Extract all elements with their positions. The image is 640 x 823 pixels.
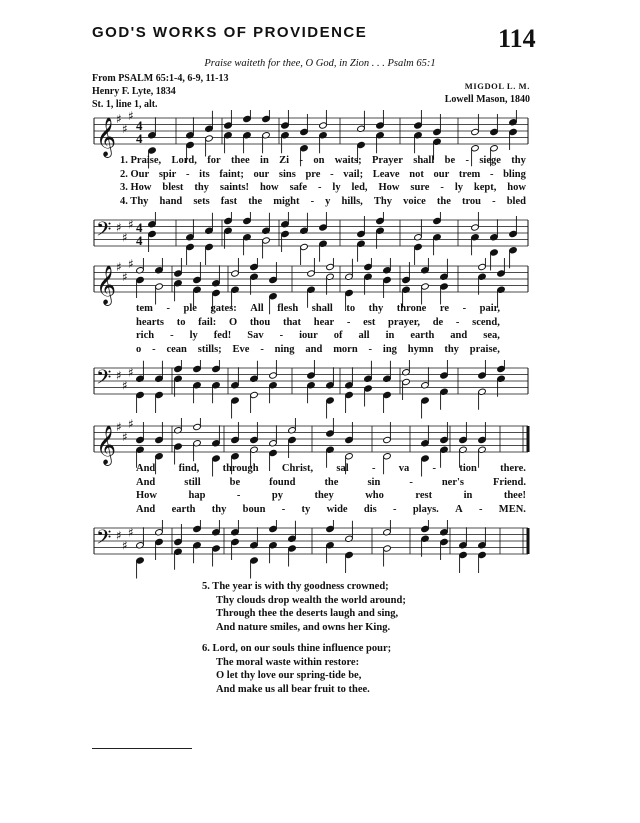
- lyric-syllable: rest: [415, 490, 433, 501]
- lyric-syllable: our: [253, 168, 270, 180]
- lyric-syllable: for: [207, 155, 221, 166]
- lyric-line: [136, 303, 500, 316]
- stanza-line: The moral waste within restore:: [216, 656, 360, 668]
- bass-staff-system-2: [0, 360, 640, 420]
- text-source: From PSALM 65:1-4, 6-9, 11-13: [92, 73, 229, 84]
- lyric-syllable: -: [236, 490, 241, 501]
- lyric-syllable: voice: [403, 195, 426, 207]
- lyric-line: [136, 490, 526, 503]
- lyric-syllable: kept,: [473, 182, 497, 193]
- svg-text:4: 4: [136, 233, 143, 248]
- lyric-syllable: -: [299, 155, 303, 166]
- lyric-line: [136, 344, 500, 357]
- lyric-syllable: pre: [305, 168, 321, 180]
- lyric-syllable: 2. Our: [120, 168, 150, 180]
- lyric-syllable: -: [465, 155, 469, 166]
- lyric-syllable: still: [184, 476, 201, 488]
- svg-text:♯: ♯: [128, 110, 134, 123]
- svg-text:♯: ♯: [116, 368, 122, 383]
- lyric-syllable: hymn: [407, 343, 434, 355]
- lyric-syllable: spir: [158, 168, 177, 180]
- scripture-epigraph: Praise waiteth for thee, O God, in Zion . . . Psalm 65:1: [204, 58, 436, 69]
- lyric-syllable: hap: [188, 490, 206, 501]
- lyric-syllable: thy: [211, 503, 227, 515]
- lyric-syllable: might: [273, 195, 300, 207]
- tune-composer: Lowell Mason, 1840: [444, 94, 530, 105]
- lyric-syllable: thou: [249, 316, 271, 328]
- section-title: GOD'S WORKS OF PROVIDENCE: [92, 24, 368, 41]
- svg-text:𝄢: 𝄢: [96, 217, 112, 246]
- svg-text:♯: ♯: [122, 269, 128, 284]
- lyric-syllable: sin: [367, 476, 381, 488]
- lyric-line: [120, 182, 526, 195]
- svg-text:♯: ♯: [128, 365, 134, 380]
- stanza-6: [202, 642, 391, 696]
- lyric-syllable: -: [186, 168, 190, 180]
- lyric-syllable: there.: [500, 463, 526, 474]
- lyric-syllable: gates:: [210, 303, 237, 314]
- lyric-syllable: praise,: [469, 343, 500, 355]
- lyric-syllable: faint;: [219, 168, 244, 180]
- svg-text:4: 4: [136, 131, 143, 146]
- lyric-syllable: de: [432, 316, 444, 328]
- lyric-syllable: bling: [503, 168, 526, 180]
- stanza-line: And make us all bear fruit to thee.: [216, 683, 370, 695]
- lyric-syllable: saints!: [219, 182, 250, 193]
- stanza-line: O let thy love our spring-tide be,: [216, 670, 362, 681]
- svg-text:♯: ♯: [128, 258, 134, 271]
- lyric-syllable: -: [440, 182, 444, 193]
- lyric-syllable: -: [492, 195, 496, 207]
- lyric-syllable: trem: [458, 168, 481, 180]
- lyric-syllable: on: [313, 155, 325, 166]
- svg-text:𝄞: 𝄞: [96, 117, 117, 157]
- lyric-syllable: led,: [351, 182, 368, 193]
- lyric-syllable: est: [363, 316, 376, 328]
- lyric-syllable: And: [136, 463, 156, 474]
- lyric-syllable: -: [260, 343, 264, 355]
- lyric-syllable: ing: [382, 343, 397, 355]
- lyric-line: [136, 477, 526, 490]
- stanza-line: Thy clouds drop wealth the world around;: [216, 594, 406, 606]
- svg-text:4: 4: [136, 220, 143, 235]
- lyric-syllable: the: [436, 195, 451, 207]
- svg-text:♯: ♯: [128, 525, 134, 540]
- svg-text:4: 4: [136, 118, 143, 133]
- lyric-syllable: -: [371, 463, 376, 474]
- text-author: Henry F. Lyte, 1834: [92, 86, 176, 97]
- lyric-syllable: of: [333, 330, 343, 341]
- lyric-syllable: Sav: [247, 330, 264, 341]
- lyric-line: [136, 504, 526, 517]
- lyric-syllable: hearts: [136, 316, 164, 328]
- lyric-syllable: in: [463, 490, 473, 501]
- lyric-syllable: -: [318, 182, 322, 193]
- lyric-syllable: -: [409, 476, 413, 488]
- svg-text:𝄞: 𝄞: [96, 265, 117, 305]
- lyric-syllable: ner's: [441, 476, 464, 488]
- text-credits: [92, 72, 228, 111]
- stanza-line: And nature smiles, and owns her King.: [216, 621, 391, 633]
- lyric-syllable: the: [248, 195, 263, 207]
- lyric-syllable: scend,: [472, 316, 500, 328]
- svg-text:♯: ♯: [122, 121, 128, 136]
- stanza-line: Through thee the deserts laugh and sing,: [216, 608, 399, 619]
- lyric-syllable: found: [269, 476, 296, 488]
- lyric-syllable: that: [282, 316, 302, 328]
- lyric-syllable: all: [358, 330, 370, 341]
- lyric-syllable: its: [199, 168, 210, 180]
- lyric-syllable: re: [439, 303, 450, 314]
- lyric-syllable: bled: [506, 195, 526, 207]
- tune-name: MIGDOL L. M.: [464, 81, 530, 91]
- lyric-syllable: thy: [368, 303, 384, 314]
- lyric-syllable: thy: [194, 182, 209, 193]
- lyric-syllable: how: [507, 182, 526, 193]
- lyric-syllable: -: [281, 503, 286, 515]
- lyric-syllable: tem: [136, 303, 153, 314]
- lyric-syllable: Christ,: [281, 463, 314, 474]
- svg-text:𝄞: 𝄞: [96, 425, 117, 465]
- lyric-syllable: be: [229, 476, 241, 488]
- lyric-syllable: -: [152, 343, 156, 355]
- lyric-syllable: -: [310, 195, 315, 207]
- lyric-line: [120, 169, 526, 182]
- lyric-syllable: Friend.: [493, 476, 526, 488]
- lyric-syllable: -: [478, 503, 483, 515]
- lyric-syllable: vail;: [343, 168, 364, 180]
- lyric-syllable: iour: [299, 330, 318, 341]
- lyric-syllable: and: [450, 330, 468, 341]
- lyric-line: [136, 330, 500, 343]
- lyric-syllable: hear: [313, 316, 335, 328]
- lyric-syllable: and: [305, 343, 323, 355]
- lyric-syllable: in: [385, 330, 395, 341]
- stanza-5: [202, 580, 406, 634]
- lyric-syllable: And: [136, 476, 156, 488]
- lyric-syllable: earth: [171, 503, 196, 515]
- lyric-syllable: the: [324, 476, 339, 488]
- lyric-syllable: throne: [396, 303, 427, 314]
- hymn-number: 114: [498, 24, 536, 53]
- lyric-syllable: in: [260, 155, 269, 166]
- lyric-syllable: -: [330, 168, 334, 180]
- svg-text:♯: ♯: [128, 217, 134, 232]
- lyric-syllable: ty: [301, 503, 311, 515]
- lyric-syllable: Eve: [232, 343, 250, 355]
- svg-text:♯: ♯: [116, 420, 122, 434]
- lyric-line: [136, 463, 526, 476]
- svg-text:♯: ♯: [122, 378, 128, 393]
- lyric-syllable: Lord,: [171, 155, 197, 166]
- lyric-syllable: 1. Praise,: [120, 155, 162, 166]
- lyric-syllable: waits;: [334, 155, 362, 166]
- lyric-syllable: be: [444, 155, 456, 166]
- lyric-syllable: shall: [311, 303, 333, 314]
- lyric-syllable: How: [136, 490, 157, 501]
- lyric-syllable: All: [250, 303, 264, 314]
- lyric-syllable: shall: [413, 155, 435, 166]
- lyric-syllable: ly: [332, 182, 341, 193]
- lyric-syllable: dis: [363, 503, 377, 515]
- lyric-syllable: who: [365, 490, 384, 501]
- lyric-syllable: boun: [242, 503, 266, 515]
- bass-staff-system-3: [0, 520, 640, 580]
- lyric-syllable: thy: [511, 155, 526, 166]
- lyric-syllable: thy: [444, 343, 459, 355]
- lyric-syllable: trou: [461, 195, 482, 207]
- lyric-syllable: our: [433, 168, 450, 180]
- lyric-syllable: sure: [410, 182, 430, 193]
- lyric-syllable: prayer,: [388, 316, 421, 328]
- lyric-syllable: sea,: [483, 330, 500, 341]
- lyric-syllable: how: [259, 182, 279, 193]
- text-alteration: St. 1, line 1, alt.: [92, 99, 158, 110]
- lyric-syllable: -: [432, 463, 437, 474]
- lyric-syllable: thee: [231, 155, 250, 166]
- lyric-syllable: 3. How: [120, 182, 152, 193]
- lyric-syllable: earth: [410, 330, 435, 341]
- lyric-syllable: siege: [479, 155, 501, 166]
- lyric-syllable: -: [489, 168, 494, 180]
- lyric-syllable: -: [170, 330, 174, 341]
- lyric-syllable: MEN.: [498, 503, 526, 515]
- lyric-syllable: ly: [189, 330, 198, 341]
- lyric-syllable: sins: [278, 168, 296, 180]
- lyric-syllable: ple: [183, 303, 197, 314]
- lyric-syllable: morn: [333, 343, 358, 355]
- lyric-syllable: -: [455, 316, 460, 328]
- lyric-syllable: -: [462, 303, 467, 314]
- lyric-syllable: plays.: [412, 503, 439, 515]
- lyric-syllable: Thy: [373, 195, 392, 207]
- lyric-syllable: fail:: [198, 316, 217, 328]
- lyric-syllable: -: [346, 316, 351, 328]
- lyric-syllable: tion: [459, 463, 477, 474]
- lyric-syllable: y: [325, 195, 331, 207]
- lyric-syllable: ning: [274, 343, 295, 355]
- lyric-syllable: thee!: [503, 490, 526, 501]
- lyric-syllable: blest: [162, 182, 184, 193]
- lyric-syllable: O: [228, 316, 238, 328]
- lyric-line: [120, 155, 526, 168]
- lyric-syllable: Leave: [372, 168, 400, 180]
- lyric-syllable: -: [166, 303, 170, 314]
- lyric-syllable: to: [346, 303, 356, 314]
- lyric-syllable: A: [455, 503, 463, 515]
- svg-text:♯: ♯: [116, 528, 122, 543]
- lyric-syllable: hills,: [341, 195, 363, 207]
- lyric-syllable: safe: [289, 182, 308, 193]
- svg-text:♯: ♯: [122, 230, 128, 245]
- svg-text:♯: ♯: [122, 538, 128, 553]
- svg-text:𝄢: 𝄢: [96, 365, 112, 394]
- lyric-syllable: pair,: [479, 303, 500, 314]
- svg-text:♯: ♯: [122, 429, 128, 444]
- tune-credits: [445, 80, 530, 106]
- lyric-syllable: ly: [454, 182, 463, 193]
- lyric-syllable: -: [393, 503, 397, 515]
- stanza-line: 6. Lord, on our souls thine influence pour;: [202, 643, 392, 654]
- lyric-line: [120, 196, 526, 209]
- lyric-syllable: va: [398, 463, 410, 474]
- lyric-syllable: through: [222, 463, 259, 474]
- lyric-syllable: o: [136, 343, 142, 355]
- svg-text:♯: ♯: [116, 112, 122, 126]
- lyric-syllable: wide: [326, 503, 348, 515]
- lyric-syllable: -: [368, 343, 373, 355]
- lyric-syllable: And: [136, 503, 156, 515]
- lyric-syllable: stills;: [197, 343, 222, 355]
- svg-text:𝄢: 𝄢: [96, 525, 112, 554]
- lyric-line: [136, 317, 500, 330]
- stanza-line: 5. The year is with thy goodness crowned;: [202, 581, 389, 592]
- lyric-syllable: sets: [193, 195, 210, 207]
- lyric-syllable: to: [176, 316, 186, 328]
- lyric-syllable: not: [409, 168, 424, 180]
- svg-text:♯: ♯: [116, 260, 122, 274]
- lyric-syllable: sal: [336, 463, 349, 474]
- lyric-syllable: fed!: [213, 330, 232, 341]
- svg-text:♯: ♯: [116, 220, 122, 235]
- svg-text:♯: ♯: [128, 418, 134, 431]
- lyric-syllable: py: [271, 490, 283, 501]
- lyric-syllable: -: [279, 330, 284, 341]
- lyric-syllable: hand: [159, 195, 183, 207]
- lyric-syllable: cean: [166, 343, 187, 355]
- lyric-syllable: rich: [136, 330, 155, 341]
- lyric-syllable: Prayer: [371, 155, 403, 166]
- lyric-syllable: they: [314, 490, 334, 501]
- lyric-syllable: How: [378, 182, 400, 193]
- lyric-syllable: 4. Thy: [120, 195, 149, 207]
- footer-rule: [92, 748, 192, 749]
- lyric-syllable: fast: [220, 195, 238, 207]
- lyric-syllable: find,: [178, 463, 200, 474]
- lyric-syllable: flesh: [277, 303, 299, 314]
- lyric-syllable: Zi: [279, 155, 290, 166]
